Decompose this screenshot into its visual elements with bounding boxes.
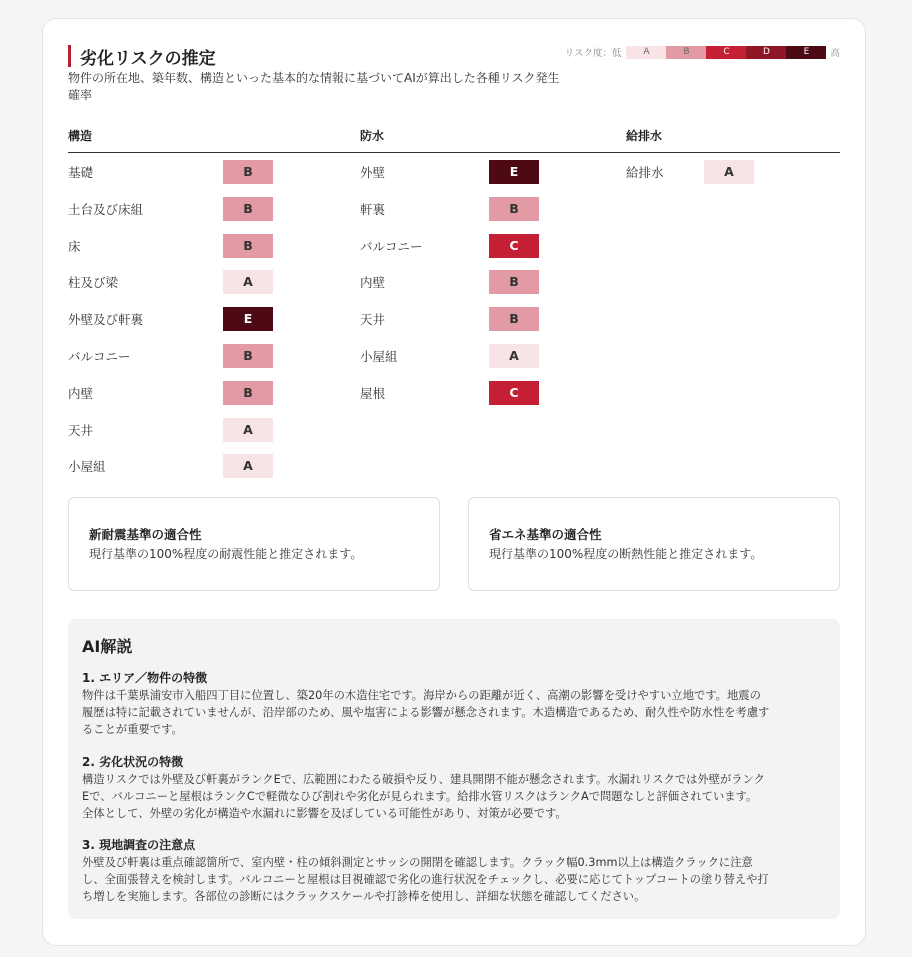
plumbing-column	[626, 160, 734, 197]
risk-row	[68, 197, 253, 221]
ai-section-heading: 2. 劣化状況の特徴	[82, 755, 184, 769]
risk-item-name: 内壁	[360, 275, 386, 291]
ai-section-body	[82, 687, 830, 738]
page-title: 劣化リスクの推定	[80, 49, 216, 69]
risk-grade-badge: C	[489, 381, 539, 405]
ai-body-line: Eで、バルコニーと屋根はランクCで軽微なひび割れや劣化が見られます。給排水管リスクはランクAで問題なしと評価されています。	[82, 790, 758, 803]
risk-grade-badge: B	[223, 197, 273, 221]
column-header-waterproof: 防水	[360, 129, 385, 143]
ai-section-deterioration	[82, 754, 830, 822]
risk-row	[68, 307, 253, 331]
legend-swatch-b: B	[666, 46, 706, 59]
ai-body-line: ることが重要です。	[82, 723, 183, 736]
legend-swatch-c: C	[706, 46, 746, 59]
risk-grade-badge: B	[489, 197, 539, 221]
legend-swatch-d: D	[746, 46, 786, 59]
risk-row	[360, 234, 519, 258]
ai-body-line: 外壁及び軒裏は重点確認箇所で、室内壁・柱の傾斜測定とサッシの開閉を確認します。クラック幅0.3mm以上は構造クラックに注意	[82, 856, 753, 869]
risk-item-name: 軒裏	[360, 201, 386, 217]
risk-grade-badge: A	[223, 270, 273, 294]
risk-grade-badge: A	[704, 160, 754, 184]
ai-section-heading: 1. エリア／物件の特徴	[82, 671, 208, 685]
risk-row	[68, 418, 253, 442]
risk-grade-badge: B	[223, 344, 273, 368]
risk-grade-badge: B	[223, 234, 273, 258]
risk-item-name: 天井	[360, 312, 386, 328]
risk-grade-badge: E	[223, 307, 273, 331]
legend-low-label: リスク度：低	[564, 48, 622, 59]
risk-item-name: 小屋組	[360, 348, 398, 364]
structure-column	[68, 160, 253, 491]
risk-row	[68, 381, 253, 405]
ai-body-line: 物件は千葉県浦安市入船四丁目に位置し、築20年の木造住宅です。海岸からの距離が近く、高潮の影響を受けやすい立地です。地震の	[82, 689, 761, 702]
ai-section-area	[82, 670, 830, 738]
risk-legend	[565, 45, 840, 59]
legend-high-label: 高	[830, 48, 840, 59]
ai-body-line: し、全面張替えを検討します。バルコニーと屋根は目視確認で劣化の進行状況をチェックし、必要に応じてトップコートの塗り替えや打	[82, 873, 769, 886]
title-accent-bar	[68, 45, 71, 67]
ai-body-line: 構造リスクでは外壁及び軒裏がランクEで、広範囲にわたる破損や反り、建具開閉不能が懸念されます。水漏れリスクでは外壁がランク	[82, 773, 765, 786]
risk-row	[360, 270, 519, 294]
risk-item-name: 屋根	[360, 385, 386, 401]
ai-body-line: 全体として、外壁の劣化が構造や水漏れに影響を及ぼしている可能性があり、対策が必要です。	[82, 807, 567, 820]
ai-section-survey	[82, 837, 830, 905]
risk-row	[360, 197, 519, 221]
column-header-plumbing: 給排水	[626, 129, 663, 143]
risk-grade-badge: B	[223, 160, 273, 184]
risk-item-name: 基礎	[68, 165, 94, 180]
ai-section-heading: 3. 現地調査の注意点	[82, 838, 196, 852]
risk-row	[360, 344, 519, 368]
risk-item-name: 小屋組	[68, 459, 106, 475]
page-subtitle: 物件の所在地、築年数、構造といった基本的な情報に基づいてAIが算出した各種リスク発生確率	[68, 71, 560, 102]
risk-item-name: バルコニー	[68, 348, 131, 364]
legend-swatch-e: E	[786, 46, 826, 59]
ai-body-line: ち増しを実施します。各部位の診断にはクラックスケールや打診棒を使用し、詳細な状態を確認してください。	[82, 890, 646, 903]
risk-row	[68, 344, 253, 368]
ai-section-body	[82, 854, 830, 905]
risk-grade-badge: A	[223, 418, 273, 442]
seismic-compliance-text: 現行基準の100%程度の耐震性能と推定されます。	[89, 547, 363, 561]
seismic-compliance-heading: 新耐震基準の適合性	[89, 527, 202, 542]
risk-item-name: 給排水	[626, 165, 664, 180]
risk-row	[68, 454, 253, 478]
risk-grade-badge: B	[489, 307, 539, 331]
energy-compliance-box	[468, 497, 840, 591]
risk-row	[68, 160, 253, 184]
risk-grade-badge: B	[489, 270, 539, 294]
energy-compliance-text: 現行基準の100%程度の断熱性能と推定されます。	[489, 547, 763, 561]
risk-item-name: 天井	[68, 422, 94, 438]
risk-row	[360, 381, 519, 405]
risk-grade-badge: A	[223, 454, 273, 478]
risk-item-name: 柱及び梁	[68, 275, 119, 291]
risk-row	[68, 234, 253, 258]
column-header-structure: 構造	[68, 129, 93, 143]
legend-swatch-a: A	[626, 46, 666, 59]
risk-item-name: 外壁	[360, 165, 386, 180]
risk-grade-badge: C	[489, 234, 539, 258]
risk-row	[360, 307, 519, 331]
energy-compliance-heading: 省エネ基準の適合性	[489, 527, 602, 542]
header-divider	[68, 152, 840, 153]
ai-section-body	[82, 771, 830, 822]
risk-item-name: 内壁	[68, 385, 94, 401]
risk-item-name: 外壁及び軒裏	[68, 312, 144, 328]
seismic-compliance-box	[68, 497, 440, 591]
risk-row	[360, 160, 519, 184]
waterproof-column	[360, 160, 519, 418]
risk-row	[68, 270, 253, 294]
risk-item-name: バルコニー	[360, 238, 423, 254]
risk-item-name: 床	[68, 238, 81, 254]
ai-body-line: 履歴は特に記載されていませんが、沿岸部のため、風や塩害による影響が懸念されます。木造構造であるため、耐久性や防水性を考慮す	[82, 706, 770, 719]
ai-commentary-title: AI解説	[82, 637, 133, 656]
risk-grade-badge: A	[489, 344, 539, 368]
risk-item-name: 土台及び床組	[68, 201, 144, 217]
risk-row	[626, 160, 734, 184]
risk-grade-badge: B	[223, 381, 273, 405]
ai-commentary-panel	[68, 619, 840, 919]
risk-grade-badge: E	[489, 160, 539, 184]
